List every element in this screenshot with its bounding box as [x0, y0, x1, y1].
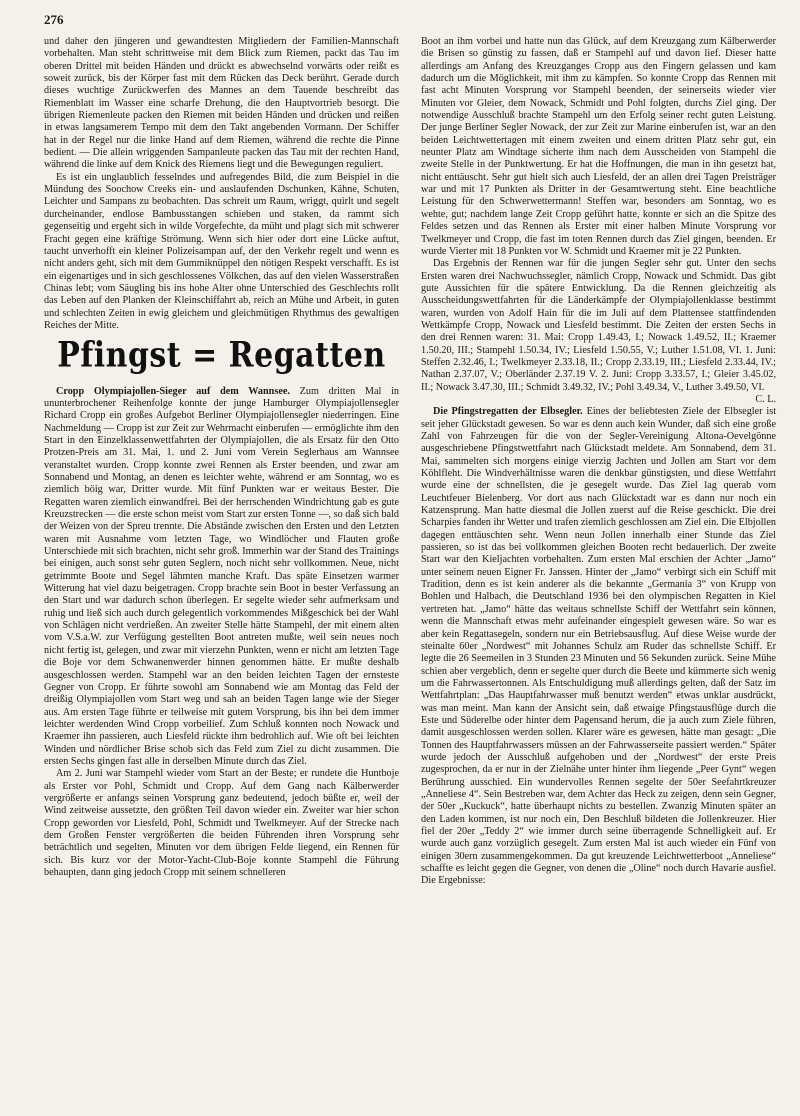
article-paragraph: [44, 386, 399, 769]
paragraph: Am 2. Juni war Stampehl wieder vom Start an der Beste; er rundete die Huntboje als Erster vor Pohl, Schmidt und Cropp. Auf dem Gang nach Kälberwerder vergrößerte er anfangs seinen Vorsprung ganz bedeutend, jedoch büßte er, weil der Wind zeitweise aussetzte, den größten Teil davon wieder ein. Zweiter war hier schon Cropp geworden vor Liesfeld, Pohl, Schmidt und Twelkmeyer. Auf der Strecke nach dem Großen Fenster vergrößerten die beiden Führenden ihren Vorsprung sehr beträchtlich und segelten, Minuten vor dem übrigen Felde liegend, ein Rennen für sich. Bis kurz vor der Motor-Yacht-Club-Boje konnte Stampehl die Führung behaupten, dann ging jedoch Cropp mit seinem schnelleren: [44, 768, 399, 878]
page-number: 276: [44, 12, 64, 27]
section-heading: Pfingst = Regatten: [57, 335, 386, 376]
section-heading-block: [44, 335, 399, 376]
article-paragraph: [421, 406, 776, 887]
paragraph: und daher den jüngeren und gewandtesten Mitgliedern der Familien-Mannschaft vorbehalten. Man steht schrittweise mit dem Blick zum Riemen, packt das Tau im oberen Drittel mit beiden Händen und drückt es abwechselnd vorwärts oder reißt es soweit zurück, bis der Körper fast mit dem Rücken das Deck berührt. Gerade durch dieses wuchtige Zurückwerfen des Mannes an dem Tauende beschreibt das Riemenblatt im Wasser eine scharfe Drehung, die den Hauptvortrieb besorgt. Die übrigen Riemenleute packen den Riemen mit beiden Händen und drücken und reißen in etwas langsamerem Tempo mit dem den Takt angebenden Vormann. Der Schiffer hat in der Regel nur die linke Hand auf dem Riemen, während die rechte die Pinne bedient. — Die allein wriggenden Sampanleute packen das Tau mit der rechten Hand, während die linke auf dem Knick des Riemens liegt und die Bewegungen reguliert.: [44, 36, 399, 171]
article-title: Die Pfingstregatten der Elbsegler.: [433, 406, 583, 418]
author-signature: C. L.: [755, 393, 776, 405]
right-column: [421, 36, 776, 888]
two-column-body: [44, 36, 776, 888]
article-text: Eines der beliebtesten Ziele der Elbsegler ist seit jeher Glückstadt gewesen. So war es denn auch kein Wunder, daß sich eine große Zahl von Fahrzeugen für die von der Segler-Vereinigung Altona-Oevelgönne ausgeschriebene Pfingstwettfahrt nach Glückstadt meldete. Am Sonnabend, dem 31. Mai, sammelten sich morgens einige vierzig Jachten und Jollen am Start vor dem Köhlfleht. Die Windverhältnisse waren die denkbar günstigsten, und diese Wettfahrt wurde eine der schnellsten, die je gesegelt wurde. Das Ziel lag querab vom Leuchtfeuer Bielenberg. Vor dort aus nach Glückstadt war es dann nur noch ein Katzensprung. Man hatte diesmal die Jollen zuerst auf die Reise geschickt. Die drei Scharpies fanden ihr Wetter und trafen ziemlich geschlossen am Ziel ein. Die Elbjollen dagegen enttäuschten sehr. Wenn neun Jollen innerhalb einer Stunde das Ziel passieren, so ist das bei vollkommen gleichen Booten recht bedauerlich. Der zweite Start war den Kieljachten vorbehalten. Zum ersten Mal erschien der Achter „Jamo“ unter seinem neuen Eigner Fr. Janssen. Hinter der „Jamo“ verbirgt sich ein Schiff mit Tradition, denn es ist kein anderer als die bekannte „Germania 3“ von Krupp von Bohlen und Halbach, die Deutschland 1936 bei den olympischen Regatten in Kiel vertreten hat. „Jamo“ hätte das weitaus schnellste Schiff der Wettfahrt sein können, wenn die Mannschaft etwas mehr aufeinander eingespielt gewesen wäre. So war es aber kein Regattasegeln, sondern nur ein Betriebsausflug. Auf diese Weise wurde der steinalte 60er „Nordwest“ mit Johannes Schulz am Ruder das schnellste Schiff. Er legte die 26 Seemeilen in 3 Stunden 23 Minuten und 56 Sekunden zurück. Seine Mühe schien aber vergeblich, denn er segelte quer durch die Beete und kümmerte sich wenig um die Fahrwassertonnen. Als Entschuldigung muß allerdings gelten, daß der Satz im Wettfahrtplan: „Das Hauptfahrwasser muß benutzt werden“ etwas unklar ausdrückt, was man meint. Man kann der Ansicht sein, daß etwaige Pfingstausflüge durch die Este und Süderelbe oder hinter dem Pagensand herum, die ja auch zum Ziele führen, damit ausgeschlossen werden sollen. Klarer wäre es gewesen, hätte man gesagt: „Die Tonnen des Hauptfahrwassers müssen an der Fahrwasserseite passiert werden.“ Später wurde jedoch der Ausschluß aufgehoben und der „Nordwest“ der erste Preis zugesprochen, da er nur in der Zielnähe unter hinter ihm liegende „Peer Gynt“ wegen Berührung ausschied. Ein wundervolles Rennen segelte der 50er Seefahrtkreuzer „Anneliese 4“. Sein Bestreben war, dem Achter das Heck zu zeigen, denn sein Gegner, der 50er „Kuckuck“, hatte überhaupt nichts zu bestellen. Zwanzig Minuten später an den Laden kommen, ist nur noch ein, Den Beschluß bildeten die Jollenkreuzer. Hier fiel der 20er „Teddy 2“ wie immer durch seine überragende Schnelligkeit auf. Er wurde auch ganz vorzüglich gesegelt. Zum ersten Mal ist auch wieder ein Fünf von einigen 30ern zusammengekommen. Da gut kreuzende Leichtwetterboot „Anneliese“ schaffte es leicht gegen die Gegner, von denen die „Oline“ noch durch Havarie ausfiel. Die Ergebnisse:: [421, 406, 777, 887]
paragraph: Boot an ihm vorbei und hatte nun das Glück, auf dem Kreuzgang zum Kälberwerder die Brisen so günstig zu fassen, daß er Stampehl auf und davon lief. Dieser hatte allerdings am Anfang des Kreuzganges Cropp aus den Fingern gelassen und kam dadurch um die Möglichkeit, mit ihm zu kämpfen. So konnte Cropp das Rennen mit fast acht Minuten Vorsprung vor Stampehl beenden, der seinerseits wieder vier Minuten vor Gleier, dem Nowack, Schmidt und Pohl folgten, durchs Ziel ging. Der notwendige Ausschluß brachte Stampehl um den Erfolg seiner recht guten Leistung. Der junge Berliner Segler Nowack, der zur Zeit zur Marine einberufen ist, war an den beiden Leichtwettertagen mit einem zweiten und einem dritten Platz sehr gut, ein neunter Platz am Windtage sicherte ihm nach dem Ausscheiden von Stampehl die zweite Stelle in der Punktwertung. Er hat die Hoffnungen, die man in ihn gesetzt hat, nicht enttäuscht. Sehr gut hielt sich auch Liesfeld, der an allen drei Tagen Preisträger war und mit 17 Punkten als Dritter in der Gesamtwertung steht. Eine beachtliche Leistung für den Schwerwettermann! Steffen war, besonders am Sonntag, wo es wehte, gut; nachdem lange Zeit Cropp geführt hatte, konnte er sich an die Spitze des Feldes setzen und das Rennen als Erster mit einer halben Minute Vorsprung vor Twelkmeyer und Cropp, die fast im toten Rennen durch das Ziel gingen, beenden. Er wurde Vierter mit 18 Punkten vor W. Schmidt und Kraemer mit je 22 Punkten.: [421, 36, 776, 257]
article-title: Cropp Olympiajollen-Sieger auf dem Wannsee.: [56, 385, 290, 397]
left-column: [44, 36, 399, 888]
paragraph: Es ist ein unglaublich fesselndes und aufregendes Bild, die zum Beispiel in die Mündung des Soochow Creeks ein- und auslaufenden Dschunken, Kähne, Schuten, Leichter und Sampans zu beobachten. Das schreit um Raum, wriggt, quirlt und segelt durcheinander, endlose Bambusstangen schieben und staken, da rammt sich gegenseitig und ergeht sich in wilde Vorgefechte, da müht und plagt sich mit schwerer Fracht gegen eine kräftige Strömung. Wenn sich hier oder dort eine Lücke auftut, taucht unverhofft ein kleiner Polizeisampan auf, der den Verkehr regelt und wenn es nicht anders geht, sich mit dem Gummiknüppel den nötigen Respekt verschafft. Es ist ein eigenartiges und in sich geschlossenes Völkchen, das auf den vielen Wasserstraßen Chinas lebt; vom Säugling bis ins hohe Alter ohne Unterschied des Geschlechts rollt das Leben auf den Planken der Kleinschiffahrt ab, reich an Mühe und Arbeit, in guten und schlechten Zeiten in ewig gleichem und gleichmütigen Rhythmus des gewaltigen Reiches der Mitte.: [44, 171, 399, 331]
paragraph: Das Ergebnis der Rennen war für die jungen Segler sehr gut. Unter den sechs Ersten waren drei Nachwuchssegler, nämlich Cropp, Nowack und Schmidt. Das gibt gute Aussichten für die spätere Entwicklung. Da die Rennen gleichzeitig als Ausscheidungswettfahrten für die Länderkämpfe der Olympiajollenklasse bestimmt waren, wurden von Adolf Hain für die im Juli auf dem Plattensee stattfindenden Wettkämpfe Cropp, Nowack und Liesfeld bestimmt. Die Zeiten der ersten Sechs in den drei Rennen waren: 31. Mai: Cropp 1.49.43, I.; Nowack 1.49.52, II.; Kraemer 1.50.20, III.; Stampehl 1.50.34, IV.; Liesfeld 1.50.55, V.; Luther 1.51.08, VI. 1. Juni: Steffen 2.32.46, I.; Twelkmeyer 2.33.18, II.; Cropp 2.33.19, III.; Liesfeld 2.33.44, IV.; Nathan 2.37.07, V.; Oberländer 2.37.19 V. 2. Juni: Cropp 3.33.57, I.; Gleier 3.45.02, II.; Nowack 3.47.30, III.; Schmidt 3.49.32, IV.; Pohl 3.49.34, V., Luther 3.49.50, VI.: [421, 258, 776, 393]
article-text: Zum dritten Mal in ununterbrochener Reihenfolge konnte der junge Hamburger Olympiajollensegler Richard Cropp ein großes Aufgebot Berliner Olympiajollensegler niederringen. Eine Nachmeldung — Cropp ist zur Zeit zur Wehrmacht einberufen — ermöglichte ihm den Start in den Einzelklassenwettfahrten der Olympiajollen, die als Ersatz für den Otto Protzen-Preis am 31. Mai, 1. und 2. Juni vom Verein Seglerhaus am Wannsee veranstaltet wurden. Cropp konnte zwei Rennen als Erster beenden, und zwar am Sonnabend und Montag, an denen es leichter wehte, während er am Sonntag, wo es ziemlich böig war, Dritter wurde. Mit fünf Punkten war er weitaus Bester. Die Regatten waren ziemlich einwandfrei. Bei der herrschenden Windrichtung gab es gute Kreuzstrecken — die erste schon meist vom Start zur ersten Tonne —, so daß sich bald der Weizen von der Spreu trennte. Die Abstände zwischen den Ersten und den Letzten waren mit Ausnahme vom letzten Tage, wo Windlöcher und Flauten große Unterschiede mit sich brachten, nicht sehr groß. Immerhin war der Stand des Trainings bei einigen, auch sonst sehr guten Seglern, noch nicht sehr vollkommen. Neue, nicht getrimmte Boote und Segel lähmten manche Kraft. Das späte Einsetzen warmer Witterung hat viel dazu beigetragen. Cropp brachte sein Boot in bester Verfassung an den Start und war dadurch schon überlegen. Er segelte wieder sehr aufmerksam und ruhig und ließ sich auch durch gelegentlich vorkommendes Mißgeschick bei der Wahl von Schlägen nicht verdrießen. An zweiter Stelle hätte Stampehl, der mit einem alten vom V.S.a.W. zur Verfügung gestellten Boot antreten mußte, weil sein neues noch nicht fertig ist, gelegen, und zwar mit vierzehn Punkten, wenn er nicht am letzten Tage die Boje vor dem Schwanenwerder hinnen genommen hätte. Er mußte deshalb ausgeschlossen werden. Stampehl war an den beiden leichten Tagen der ernsteste Gegner von Cropp. Er führte sowohl am Sonnabend wie am Montag das Feld der dreißig Olympiajollen vom Start weg und sah an beiden Tagen lange wie der Sieger aus. Am ersten Tage führte er teilweise mit gutem Vorsprung, bis ihn bei dem immer leichter werdenden Wind Cropp vorbeilief. Zum Schluß konnten noch Nowack und Kraemer ihn passieren, auch Liesfeld rückte ihm bedrohlich auf. Wie oft bei leichten Winden und nördlicher Brise schob sich das Feld zum Ziel zu dicht zusammen. Die ersten Sechs gingen fast alle in derselben Minute durch das Ziel.: [44, 385, 399, 767]
